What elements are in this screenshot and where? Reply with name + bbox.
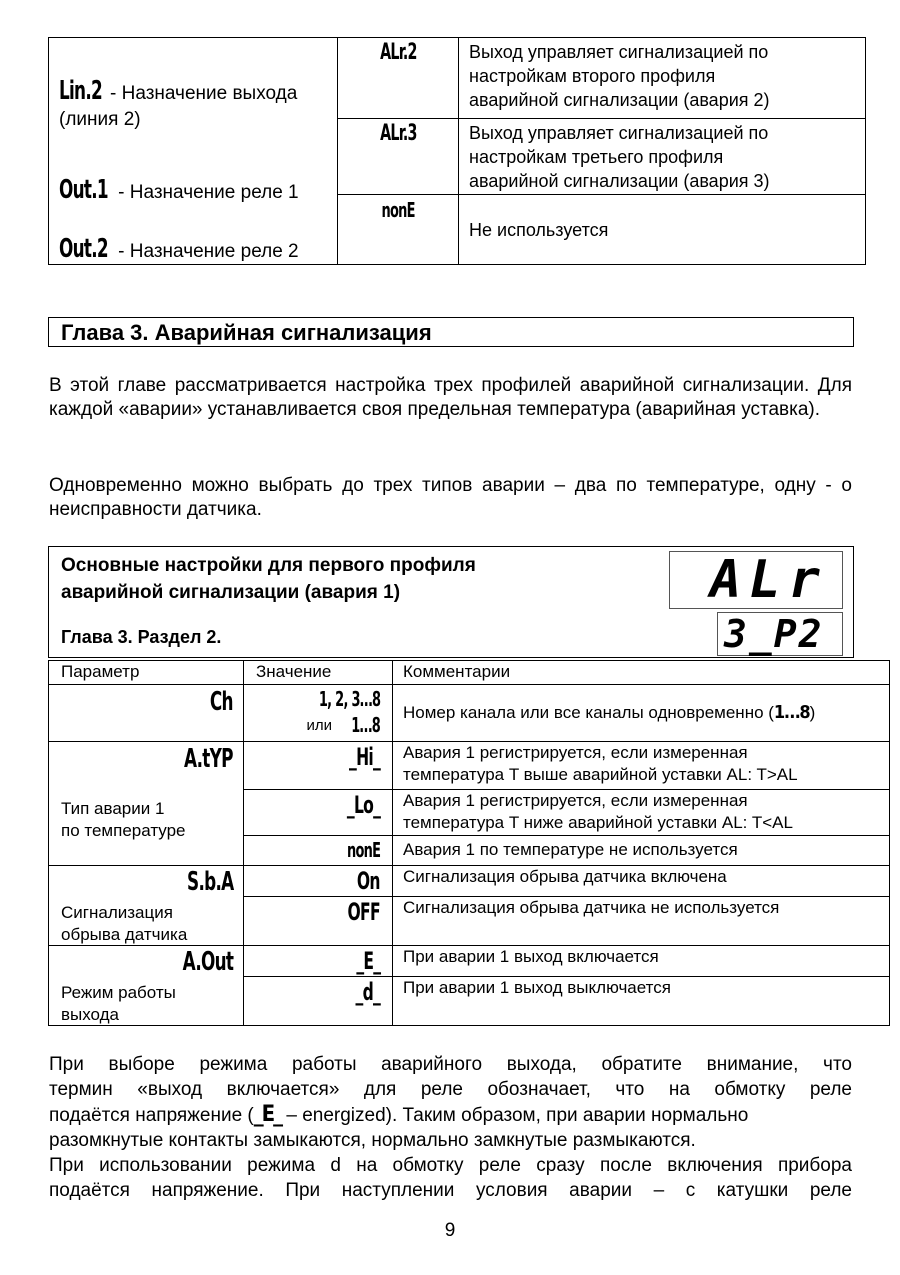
value-code: OFF xyxy=(347,898,380,926)
output-assignment-table xyxy=(48,37,866,265)
value-code: nonE xyxy=(346,838,380,862)
param-code-aout: A.Out xyxy=(182,947,233,977)
value-code: _E_ xyxy=(355,947,380,975)
comment-cell xyxy=(393,977,890,1026)
lcd-display-top xyxy=(669,551,843,609)
param-desc-lin2: - Назначение выхода xyxy=(104,83,298,104)
output-params-cell xyxy=(49,38,338,265)
value-cell xyxy=(244,977,393,1026)
value-code-cell xyxy=(338,119,459,194)
comment-ch-cell xyxy=(393,685,890,742)
header-comment: Комментарии xyxy=(393,661,890,685)
value-code: ALr.3 xyxy=(379,121,417,147)
lcd-top-text: ALr xyxy=(710,550,828,610)
value-cell xyxy=(244,836,393,866)
alarm-settings-table xyxy=(48,660,890,1026)
param-ch-cell xyxy=(49,685,244,742)
value-cell xyxy=(244,790,393,836)
bottom-line: термин «выход включается» для реле обозначает, что на обмотку реле xyxy=(49,1079,852,1100)
bottom-text xyxy=(49,1052,852,1203)
param-label-atyp-line1: Тип аварии 1 xyxy=(61,799,165,818)
param-desc-out2: - Назначение реле 2 xyxy=(112,241,299,262)
comment-cell xyxy=(393,790,890,836)
settings-section: Глава 3. Раздел 2. xyxy=(61,627,222,647)
value-desc-cell xyxy=(459,194,866,264)
value-ch-cell xyxy=(244,685,393,742)
lcd-display-bottom xyxy=(717,612,843,656)
param-label-sba-line2: обрыва датчика xyxy=(61,925,188,944)
settings-title-line1: Основные настройки для первого профиля xyxy=(61,555,476,576)
param-label-aout-line2: выхода xyxy=(61,1005,120,1024)
value-code: On xyxy=(357,867,380,895)
bottom-line: При использовании режима d на обмотку реле сразу после включения прибора xyxy=(49,1155,852,1176)
param-code-out2: Out.2 xyxy=(59,234,108,264)
bottom-line: подаётся напряжение. При наступлении условия аварии – с катушки реле xyxy=(49,1180,852,1201)
value-code: ALr.2 xyxy=(379,40,417,65)
bottom-line-part: – energized). Таким образом, при аварии нормально xyxy=(281,1105,749,1126)
value-code: _Lo_ xyxy=(346,791,380,819)
comment-cell xyxy=(393,866,890,897)
bottom-line: разомкнутые контакты замыкаются, нормально замкнутые размыкаются. xyxy=(49,1130,696,1151)
header-parameter: Параметр xyxy=(49,661,244,685)
value-ch-line2: 1…8 xyxy=(351,713,380,737)
chapter-second-paragraph: Одновременно можно выбрать до трех типов аварии – два по температуре, одну - о неисправности датчика. xyxy=(49,475,852,520)
comment-cell xyxy=(393,946,890,977)
param-label-atyp-line2: по температуре xyxy=(61,821,186,840)
desc-line: Выход управляет сигнализацией по xyxy=(469,42,769,62)
comment-line: Авария 1 регистрируется, если измеренная xyxy=(403,743,748,762)
comment-line: При аварии 1 выход выключается xyxy=(403,978,671,997)
value-cell xyxy=(244,866,393,897)
value-desc-cell xyxy=(459,38,866,119)
value-code: _d_ xyxy=(355,978,380,1006)
param-sub-lin2: (линия 2) xyxy=(59,109,141,130)
header-value: Значение xyxy=(244,661,393,685)
param-code-out1: Out.1 xyxy=(59,175,108,205)
settings-title-line2: аварийной сигнализации (авария 1) xyxy=(61,582,401,603)
comment-line: Авария 1 по температуре не используется xyxy=(403,840,738,859)
desc-line: Не используется xyxy=(469,220,609,241)
value-code-cell xyxy=(338,38,459,119)
desc-line: аварийной сигнализации (авария 2) xyxy=(469,90,770,110)
comment-line: Сигнализация обрыва датчика не используется xyxy=(403,898,780,917)
comment-line: Сигнализация обрыва датчика включена xyxy=(403,867,727,886)
value-ch-or: или xyxy=(306,717,332,734)
bottom-line-energized xyxy=(49,1102,852,1128)
value-code: _Hi_ xyxy=(348,743,380,771)
chapter-title: Глава 3. Аварийная сигнализация xyxy=(48,317,854,347)
lcd-bottom-text: 3_P2 xyxy=(724,612,824,656)
value-desc-cell xyxy=(459,119,866,194)
param-code-atyp: A.tYP xyxy=(184,744,233,774)
param-atyp-cell xyxy=(49,742,244,866)
comment-cell xyxy=(393,742,890,790)
value-cell xyxy=(244,946,393,977)
comment-ch-end: ) xyxy=(809,703,816,722)
desc-line: аварийной сигнализации (авария 3) xyxy=(469,171,770,192)
bottom-code-e: _E_ xyxy=(253,1102,282,1127)
comment-line: температура T ниже аварийной уставки AL: T<AL xyxy=(403,813,793,832)
value-ch-line1: 1, 2, 3…8 xyxy=(318,687,380,711)
desc-line: Выход управляет сигнализацией по xyxy=(469,123,769,144)
desc-line: настройкам третьего профиля xyxy=(469,147,724,168)
bottom-line-part: подаётся напряжение ( xyxy=(49,1105,254,1126)
settings-header xyxy=(48,546,854,658)
value-code-cell xyxy=(338,194,459,264)
param-code-lin2: Lin.2 xyxy=(59,76,103,106)
page-number: 9 xyxy=(444,1220,456,1241)
value-cell xyxy=(244,897,393,946)
comment-line: При аварии 1 выход включается xyxy=(403,947,659,966)
param-code-sba: S.b.A xyxy=(186,867,233,897)
param-sba-cell xyxy=(49,866,244,946)
bottom-line: При выборе режима работы аварийного выхода, обратите внимание, что xyxy=(49,1054,852,1075)
comment-ch-code: 1…8 xyxy=(773,702,810,723)
value-cell xyxy=(244,742,393,790)
desc-line: настройкам второго профиля xyxy=(469,66,716,86)
comment-cell xyxy=(393,836,890,866)
comment-ch-text: Номер канала или все каналы одновременно ( xyxy=(403,703,774,722)
chapter-intro-paragraph: В этой главе рассматривается настройка трех профилей аварийной сигнализации. Для каждой «аварии» устанавливается своя предельная температура (аварийная уставка). xyxy=(49,375,852,420)
param-label-aout-line1: Режим работы xyxy=(61,983,176,1002)
comment-line: температура T выше аварийной уставки AL: T>AL xyxy=(403,765,798,784)
comment-line: Авария 1 регистрируется, если измеренная xyxy=(403,791,748,810)
param-aout-cell xyxy=(49,946,244,1026)
comment-cell xyxy=(393,897,890,946)
value-code: nonE xyxy=(381,197,415,222)
param-desc-out1: - Назначение реле 1 xyxy=(112,182,299,203)
param-code-ch: Ch xyxy=(210,687,233,717)
param-label-sba-line1: Сигнализация xyxy=(61,903,173,922)
